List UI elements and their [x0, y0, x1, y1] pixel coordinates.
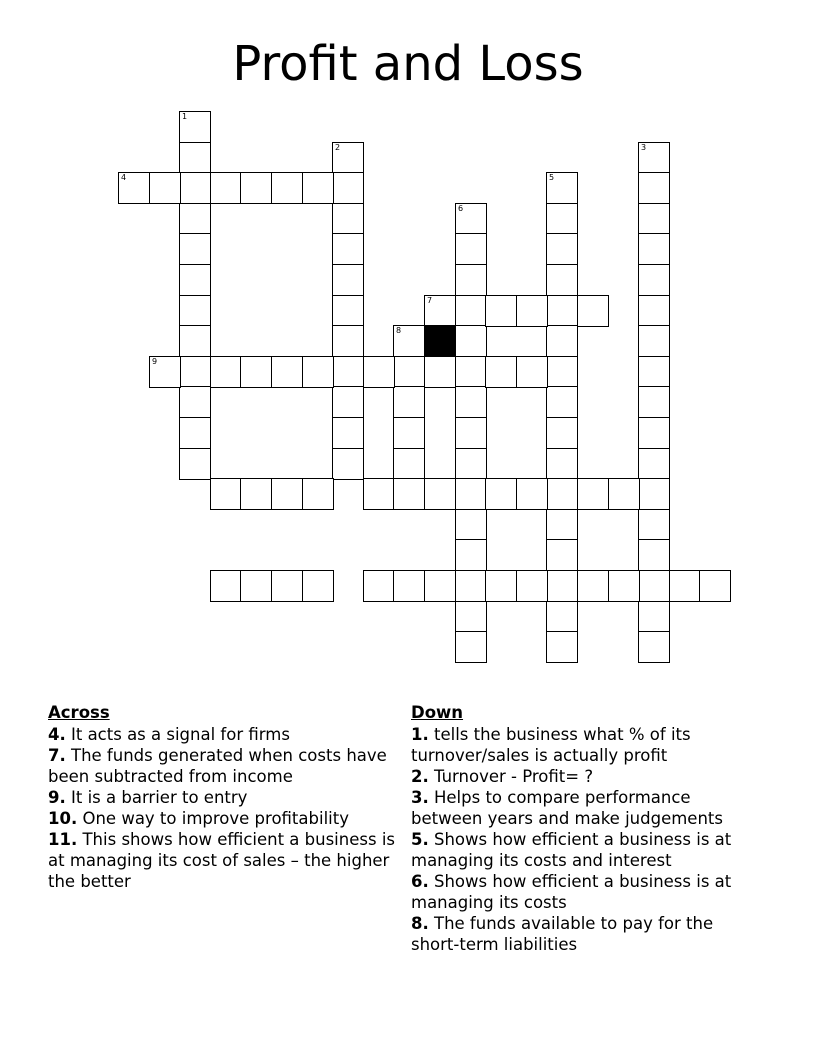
grid-cell[interactable]: [179, 264, 211, 296]
grid-cell[interactable]: [210, 570, 242, 602]
grid-cell[interactable]: [179, 356, 211, 388]
grid-cell[interactable]: [577, 570, 609, 602]
clue-text: Turnover - Profit= ?: [428, 767, 594, 786]
grid-cell[interactable]: [271, 356, 303, 388]
grid-cell[interactable]: [638, 570, 670, 602]
grid-cell[interactable]: [118, 172, 150, 204]
grid-cell[interactable]: [332, 417, 364, 449]
grid-cell[interactable]: [577, 478, 609, 510]
grid-cell[interactable]: [546, 631, 578, 663]
grid-cell[interactable]: [546, 417, 578, 449]
grid-cell[interactable]: [638, 233, 670, 265]
grid-cell[interactable]: [179, 111, 211, 143]
clue-text: This shows how efficient a business is at managing its cost of sales – the higher the better: [48, 830, 395, 891]
grid-cell[interactable]: [699, 570, 731, 602]
grid-cell[interactable]: [271, 478, 303, 510]
grid-cell[interactable]: [546, 203, 578, 235]
grid-cell[interactable]: [332, 264, 364, 296]
grid-cell[interactable]: [179, 417, 211, 449]
grid-cell[interactable]: [638, 539, 670, 571]
grid-cell[interactable]: [577, 295, 609, 327]
black-cell: [424, 325, 456, 357]
clue-across-11: [48, 829, 408, 892]
clue-number: 7.: [48, 746, 66, 765]
grid-cell[interactable]: [546, 509, 578, 541]
grid-cell[interactable]: [179, 386, 211, 418]
grid-cell[interactable]: [179, 203, 211, 235]
grid-cell[interactable]: [546, 539, 578, 571]
grid-cell[interactable]: [332, 203, 364, 235]
clue-text: It is a barrier to entry: [65, 788, 248, 807]
clue-number: 1.: [411, 725, 429, 744]
clue-text: Shows how efficient a business is at managing its costs: [411, 872, 732, 912]
grid-cell[interactable]: [546, 448, 578, 480]
grid-cell[interactable]: [455, 539, 487, 571]
down-heading: Down: [411, 703, 464, 722]
grid-cell[interactable]: [393, 325, 425, 357]
grid-cell[interactable]: [455, 325, 487, 357]
grid-cell[interactable]: [393, 478, 425, 510]
grid-cell[interactable]: [149, 356, 181, 388]
clue-number-label: 2: [335, 143, 341, 152]
across-heading: Across: [48, 703, 110, 722]
across-clues: [48, 702, 408, 892]
grid-cell[interactable]: [638, 417, 670, 449]
grid-cell[interactable]: [332, 356, 364, 388]
grid-cell[interactable]: [455, 233, 487, 265]
grid-cell[interactable]: [332, 142, 364, 174]
grid-cell[interactable]: [638, 172, 670, 204]
clue-number-label: 8: [396, 326, 402, 335]
grid-cell[interactable]: [393, 570, 425, 602]
grid-cell[interactable]: [363, 570, 395, 602]
clue-number: 5.: [411, 830, 429, 849]
clue-across-7: [48, 745, 408, 787]
grid-cell[interactable]: [424, 570, 456, 602]
clue-down-5: [411, 829, 761, 871]
grid-cell[interactable]: [638, 386, 670, 418]
grid-cell[interactable]: [516, 356, 548, 388]
clue-down-2: [411, 766, 761, 787]
grid-cell[interactable]: [393, 356, 425, 388]
grid-cell[interactable]: [332, 386, 364, 418]
grid-cell[interactable]: [638, 478, 670, 510]
clue-text: One way to improve profitability: [77, 809, 349, 828]
grid-cell[interactable]: [363, 478, 395, 510]
grid-cell[interactable]: [179, 448, 211, 480]
down-clues: [411, 702, 761, 955]
grid-cell[interactable]: [424, 478, 456, 510]
grid-cell[interactable]: [210, 478, 242, 510]
clue-number: 3.: [411, 788, 429, 807]
clue-number: 9.: [48, 788, 66, 807]
grid-cell[interactable]: [485, 356, 517, 388]
grid-cell[interactable]: [546, 325, 578, 357]
grid-cell[interactable]: [149, 172, 181, 204]
grid-cell[interactable]: [363, 356, 395, 388]
grid-cell[interactable]: [546, 295, 578, 327]
clue-across-10: [48, 808, 408, 829]
grid-cell[interactable]: [455, 203, 487, 235]
clue-number-label: 9: [152, 357, 158, 366]
grid-cell[interactable]: [608, 570, 640, 602]
grid-cell[interactable]: [638, 356, 670, 388]
grid-cell[interactable]: [332, 295, 364, 327]
clue-down-6: [411, 871, 761, 913]
grid-cell[interactable]: [455, 509, 487, 541]
grid-cell[interactable]: [608, 478, 640, 510]
grid-cell[interactable]: [210, 356, 242, 388]
grid-cell[interactable]: [393, 417, 425, 449]
grid-cell[interactable]: [638, 295, 670, 327]
grid-cell[interactable]: [455, 478, 487, 510]
clue-text: The funds available to pay for the short-term liabilities: [411, 914, 714, 954]
grid-cell[interactable]: [271, 570, 303, 602]
grid-cell[interactable]: [485, 478, 517, 510]
grid-cell[interactable]: [546, 386, 578, 418]
grid-cell[interactable]: [179, 233, 211, 265]
clue-down-3: [411, 787, 761, 829]
grid-cell[interactable]: [240, 570, 272, 602]
page-title: Profit and Loss: [232, 36, 584, 92]
grid-cell[interactable]: [271, 172, 303, 204]
grid-cell[interactable]: [455, 295, 487, 327]
grid-cell[interactable]: [516, 478, 548, 510]
grid-cell[interactable]: [455, 386, 487, 418]
grid-cell[interactable]: [455, 570, 487, 602]
grid-cell[interactable]: [546, 233, 578, 265]
grid-cell[interactable]: [424, 295, 456, 327]
grid-cell[interactable]: [455, 417, 487, 449]
grid-cell[interactable]: [516, 295, 548, 327]
grid-cell[interactable]: [546, 570, 578, 602]
clue-text: Helps to compare performance between years and make judgements: [411, 788, 723, 828]
grid-cell[interactable]: [179, 295, 211, 327]
grid-cell[interactable]: [302, 356, 334, 388]
grid-cell[interactable]: [546, 356, 578, 388]
grid-cell[interactable]: [240, 172, 272, 204]
clue-text: tells the business what % of its turnover/sales is actually profit: [411, 725, 691, 765]
clue-number-label: 7: [427, 296, 433, 305]
grid-cell[interactable]: [638, 264, 670, 296]
grid-cell[interactable]: [546, 172, 578, 204]
grid-cell[interactable]: [332, 448, 364, 480]
grid-cell[interactable]: [179, 172, 211, 204]
grid-cell[interactable]: [638, 142, 670, 174]
clue-number: 8.: [411, 914, 429, 933]
grid-cell[interactable]: [638, 448, 670, 480]
grid-cell[interactable]: [332, 172, 364, 204]
clue-number: 2.: [411, 767, 429, 786]
clue-number: 4.: [48, 725, 66, 744]
grid-cell[interactable]: [179, 325, 211, 357]
grid-cell[interactable]: [455, 448, 487, 480]
grid-cell[interactable]: [485, 570, 517, 602]
grid-cell[interactable]: [210, 172, 242, 204]
grid-cell[interactable]: [393, 386, 425, 418]
clue-number-label: 3: [641, 143, 647, 152]
grid-cell[interactable]: [669, 570, 701, 602]
clue-text: The funds generated when costs have been subtracted from income: [48, 746, 387, 786]
grid-cell[interactable]: [240, 478, 272, 510]
grid-cell[interactable]: [638, 601, 670, 633]
grid-cell[interactable]: [424, 356, 456, 388]
grid-cell[interactable]: [332, 325, 364, 357]
grid-cell[interactable]: [455, 356, 487, 388]
clue-number-label: 6: [458, 204, 464, 213]
clue-down-8: [411, 913, 761, 955]
clue-number-label: 5: [549, 173, 555, 182]
clue-number: 11.: [48, 830, 78, 849]
clue-number-label: 1: [182, 112, 188, 121]
grid-cell[interactable]: [302, 172, 334, 204]
grid-cell[interactable]: [546, 601, 578, 633]
grid-cell[interactable]: [546, 264, 578, 296]
grid-cell[interactable]: [638, 325, 670, 357]
grid-cell[interactable]: [179, 142, 211, 174]
clue-text: It acts as a signal for firms: [65, 725, 290, 744]
grid-cell[interactable]: [638, 203, 670, 235]
grid-cell[interactable]: [455, 601, 487, 633]
clue-across-9: [48, 787, 408, 808]
grid-cell[interactable]: [638, 631, 670, 663]
grid-cell[interactable]: [455, 264, 487, 296]
clue-down-1: [411, 724, 761, 766]
clue-text: Shows how efficient a business is at managing its costs and interest: [411, 830, 732, 870]
grid-cell[interactable]: [516, 570, 548, 602]
clue-number-label: 4: [121, 173, 127, 182]
grid-cell[interactable]: [302, 478, 334, 510]
grid-cell[interactable]: [546, 478, 578, 510]
grid-cell[interactable]: [455, 631, 487, 663]
clue-number: 6.: [411, 872, 429, 891]
grid-cell[interactable]: [302, 570, 334, 602]
clue-number: 10.: [48, 809, 78, 828]
grid-cell[interactable]: [638, 509, 670, 541]
grid-cell[interactable]: [393, 448, 425, 480]
grid-cell[interactable]: [240, 356, 272, 388]
grid-cell[interactable]: [332, 233, 364, 265]
grid-cell[interactable]: [485, 295, 517, 327]
clue-across-4: [48, 724, 408, 745]
